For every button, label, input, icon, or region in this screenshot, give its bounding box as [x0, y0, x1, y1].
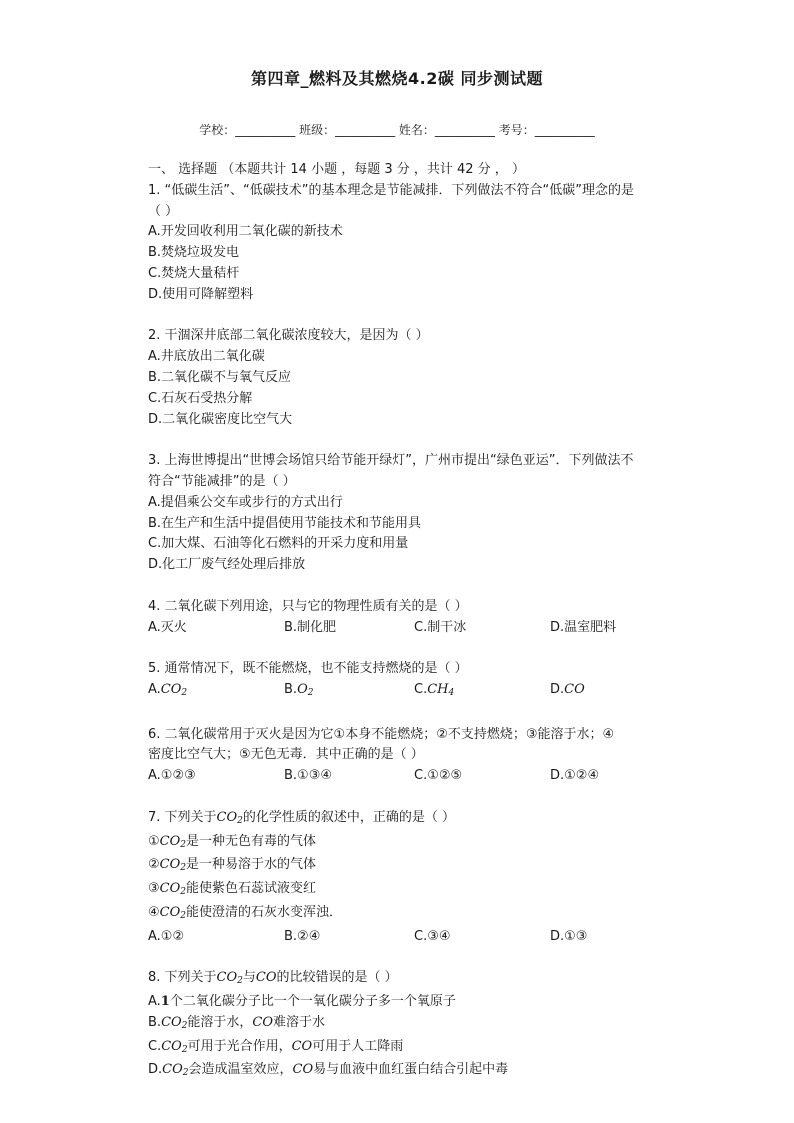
option-a: A.井底放出二氧化碳 [148, 349, 265, 365]
options-row [148, 927, 678, 948]
option-a: A.①② [148, 928, 185, 944]
option-d: D.CO [550, 681, 585, 697]
question-1 [148, 181, 678, 306]
option-a: A.灭火 [148, 619, 187, 635]
option-a: A.①②③ [148, 768, 196, 784]
option-b: B.二氧化碳不与氧气反应 [148, 369, 292, 385]
option-c: C.③④ [414, 928, 451, 944]
option-d: D.①②④ [550, 768, 600, 784]
options-row [148, 766, 678, 787]
option-d: $D.CO_2$会造成温室效应，CO易与血液中血红蛋白结合引起中毒 [148, 1062, 509, 1079]
exam-content [148, 160, 678, 1084]
option-c: C.石灰石受热分解 [148, 390, 253, 406]
option-c: $C.CO_2$可用于光合作用，CO可用于人工降雨 [148, 1038, 404, 1055]
option-d: D.二氧化碳密度比空气大 [148, 411, 293, 427]
question-stem: 6. 二氧化碳常用于灭火是因为它①本身不能燃烧；②不支持燃烧；③能溶于水；④ [148, 726, 615, 742]
option-c: C.焚烧大量秸杆 [148, 265, 240, 281]
statement-3: $③CO_2$能使紫色石蕊试液变红 [148, 881, 317, 898]
option-b: B.在生产和生活中提倡使用节能技术和节能用具 [148, 515, 422, 531]
question-6 [148, 725, 678, 787]
page-title: 第四章_燃料及其燃烧4.2碳 同步测试题 [251, 69, 543, 88]
question-2 [148, 326, 678, 430]
option-a: A.提倡乘公交车或步行的方式出行 [148, 494, 343, 510]
student-info-line: 学校：__________ 班级：__________ 姓名：__________ 考号：__________ [199, 123, 595, 137]
option-b: B.焚烧垃圾发电 [148, 245, 240, 261]
question-stem: 8. 下列关于$CO_2$与CO的比较错误的是（ ） [148, 970, 398, 987]
option-b: B.①③④ [284, 768, 333, 784]
question-stem: 4. 二氧化碳下列用途，只与它的物理性质有关的是（ ） [148, 598, 468, 614]
question-stem: 1. “低碳生活”、“低碳技术”的基本理念是节能减排．下列做法不符合“低碳”理念的是 [148, 182, 634, 198]
option-c: C.①②⑤ [414, 768, 463, 784]
question-5 [148, 659, 678, 704]
options-row [148, 618, 678, 639]
option-c: C.加大煤、石油等化石燃料的开采力度和用量 [148, 536, 409, 552]
option-b: $B.CO_2$能溶于水，CO难溶于水 [148, 1014, 326, 1031]
option-a: $A.CO_2$ [148, 681, 188, 698]
question-stem: 7. 下列关于$CO_2$的化学性质的叙述中，正确的是（ ） [148, 809, 456, 826]
option-b: B.制化肥 [284, 619, 337, 635]
option-a: A.开发回收利用二氧化碳的新技术 [148, 224, 343, 240]
section-heading: 一、 选择题 （本题共计 14 小题 ，每题 3 分 ，共计 42 分 ， ） [148, 162, 525, 177]
option-c: $C.CH_4$ [414, 681, 455, 698]
statement-1: $①CO_2$是一种无色有毒的气体 [148, 833, 317, 850]
option-c: C.制干冰 [414, 619, 467, 635]
question-stem: 2. 干涸深井底部二氧化碳浓度较大，是因为（ ） [148, 328, 429, 344]
statement-2: $②CO_2$是一种易溶于水的气体 [148, 857, 317, 874]
question-stem: 符合“节能减排”的是（ ） [148, 473, 296, 489]
question-stem: 3. 上海世博提出“世博会场馆只给节能开绿灯”，广州市提出“绿色亚运”．下列做法不 [148, 453, 634, 469]
question-stem: （ ） [148, 203, 179, 219]
question-3 [148, 451, 678, 576]
option-b: B.②④ [284, 928, 321, 944]
statement-4: $④CO_2$能使澄清的石灰水变浑浊． [148, 904, 343, 921]
question-4 [148, 597, 678, 639]
option-d: D.①③ [550, 928, 588, 944]
option-d: D.温室肥料 [550, 619, 617, 635]
option-a: A.1个二氧化碳分子比一个一氧化碳分子多一个氧原子 [148, 994, 456, 1010]
question-stem: 5. 通常情况下，既不能燃烧，也不能支持燃烧的是（ ） [148, 661, 468, 677]
question-8 [148, 968, 678, 1084]
question-7 [148, 808, 678, 948]
options-row [148, 680, 678, 704]
option-d: D.化工厂废气经处理后排放 [148, 557, 306, 573]
option-d: D.使用可降解塑料 [148, 286, 254, 302]
option-b: $B.O_2$ [284, 681, 314, 698]
question-stem: 密度比空气大；⑤无色无毒．其中正确的是（ ） [148, 747, 424, 763]
